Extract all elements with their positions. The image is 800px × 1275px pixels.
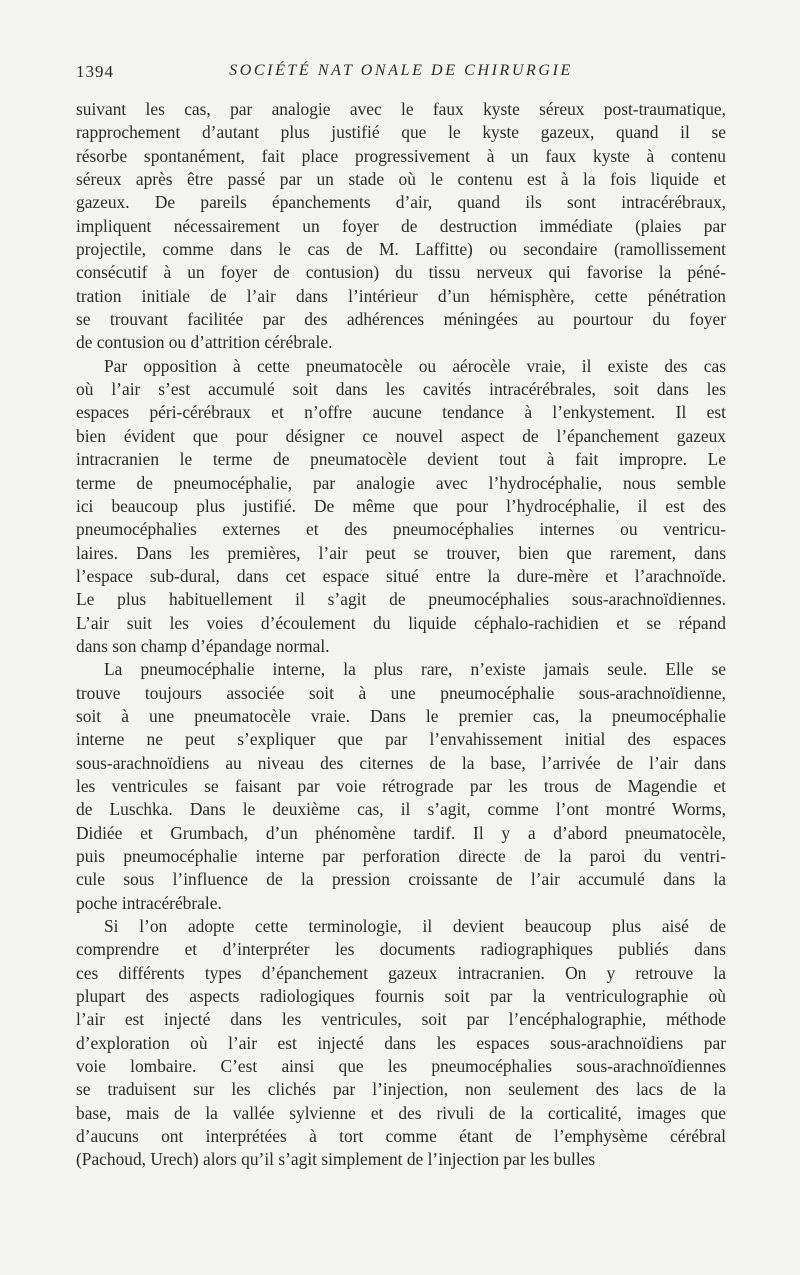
text-line: d’aucuns ont interprétées à tort comme étant de l’emphysème cérébral <box>76 1126 726 1147</box>
text-line: résorbe spontanément, fait place progressivement à un faux kyste à contenu <box>76 145 726 166</box>
text-line: plupart des aspects radiologiques fournis soit par la ventriculographie où <box>76 986 726 1007</box>
paragraph <box>76 658 726 915</box>
body-text <box>76 98 726 1172</box>
text-line: Si l’on adopte cette terminologie, il devient beaucoup plus aisé de <box>104 916 726 937</box>
text-line: se traduisent sur les clichés par l’injection, non seulement des lacs de la <box>76 1079 726 1100</box>
text-line: consécutif à un foyer de contusion) du tissu nerveux qui favorise la péné- <box>76 262 726 283</box>
text-line: de contusion ou d’attrition cérébrale. <box>76 332 333 353</box>
page-header <box>76 62 726 88</box>
running-title: SOCIÉTÉ NAT ONALE DE CHIRURGIE <box>229 62 573 79</box>
text-line: cule sous l’influence de la pression croissante de l’air accumulé dans la <box>76 869 726 890</box>
text-line: laires. Dans les premières, l’air peut se trouver, bien que rarement, dans <box>76 542 726 563</box>
text-line: poche intracérébrale. <box>76 892 222 913</box>
text-line: se trouvant facilitée par des adhérences méningées au pourtour du foyer <box>76 309 726 330</box>
text-line: tration initiale de l’air dans l’intérieur d’un hémisphère, cette pénétration <box>76 285 726 306</box>
text-line: Par opposition à cette pneumatocèle ou aérocèle vraie, il existe des cas <box>104 355 726 376</box>
text-line: La pneumocéphalie interne, la plus rare, n’existe jamais seule. Elle se <box>104 659 726 680</box>
text-line: séreux après être passé par un stade où le contenu est à la fois liquide et <box>76 169 726 190</box>
text-line: suivant les cas, par analogie avec le faux kyste séreux post-traumatique, <box>76 99 726 119</box>
text-line: voie lombaire. C’est ainsi que les pneumocéphalies sous-arachnoïdiennes <box>76 1056 726 1077</box>
text-line: impliquent nécessairement un foyer de destruction immédiate (plaies par <box>76 215 726 236</box>
text-line: gazeux. De pareils épanchements d’air, quand ils sont intracérébraux, <box>76 192 726 213</box>
text-line: bien évident que pour désigner ce nouvel aspect de l’épanchement gazeux <box>76 425 726 446</box>
text-line: L’air suit les voies d’écoulement du liquide céphalo-rachidien et se répand <box>76 612 726 633</box>
text-line: de Luschka. Dans le deuxième cas, il s’agit, comme l’ont montré Worms, <box>76 799 726 820</box>
text-line: interne ne peut s’expliquer que par l’envahissement initial des espaces <box>76 729 726 750</box>
text-line: l’air est injecté dans les ventricules, soit par l’encéphalographie, méthode <box>76 1009 726 1030</box>
text-line: espaces péri-cérébraux et n’offre aucune tendance à l’enkystement. Il est <box>76 402 726 423</box>
text-line: base, mais de la vallée sylvienne et des rivuli de la corticalité, images que <box>76 1102 726 1123</box>
text-line: dans son champ d’épandage normal. <box>76 635 330 656</box>
text-line: les ventricules se faisant par voie rétrograde par les trous de Magendie et <box>76 775 726 796</box>
text-line: comprendre et d’interpréter les documents radiographiques publiés dans <box>76 939 726 960</box>
text-line: terme de pneumocéphalie, par analogie avec l’hydrocéphalie, nous semble <box>76 472 726 493</box>
text-line: l’espace sub-dural, dans cet espace situé entre la dure-mère et l’arachnoïde. <box>76 565 726 586</box>
text-line: ici beaucoup plus justifié. De même que pour l’hydrocéphalie, il est des <box>76 495 726 516</box>
text-line: soit à une pneumatocèle vraie. Dans le premier cas, la pneumocéphalie <box>76 705 726 726</box>
text-line: trouve toujours associée soit à une pneumocéphalie sous-arachnoïdienne, <box>76 682 726 703</box>
page-number: 1394 <box>76 62 114 81</box>
text-line: intracranien le terme de pneumatocèle devient tout à fait impropre. Le <box>76 449 726 470</box>
text-line: rapprochement d’autant plus justifié que le kyste gazeux, quand il se <box>76 122 726 143</box>
text-line: où l’air s’est accumulé soit dans les cavités intracérébrales, soit dans les <box>76 379 726 400</box>
paragraph <box>76 355 726 658</box>
text-line: (Pachoud, Urech) alors qu’il s’agit simplement de l’injection par les bulles <box>76 1149 596 1170</box>
text-line: sous-arachnoïdiens au niveau des citernes de la base, l’arrivée de l’air dans <box>76 752 726 773</box>
text-line: Le plus habituellement il s’agit de pneumocéphalies sous-arachnoïdiennes. <box>76 589 726 610</box>
text-line: d’exploration où l’air est injecté dans les espaces sous-arachnoïdiens par <box>76 1032 726 1053</box>
text-line: Didiée et Grumbach, d’un phénomène tardif. Il y a d’abord pneumatocèle, <box>76 822 726 843</box>
text-line: ces différents types d’épanchement gazeux intracranien. On y retrouve la <box>76 962 726 983</box>
paragraph <box>76 915 726 1172</box>
text-line: pneumocéphalies externes et des pneumocéphalies internes ou ventricu- <box>76 519 726 540</box>
text-line: puis pneumocéphalie interne par perforation directe de la paroi du ventri- <box>76 846 726 866</box>
text-line: projectile, comme dans le cas de M. Laffitte) ou secondaire (ramollissement <box>76 239 726 260</box>
paragraph <box>76 98 726 355</box>
